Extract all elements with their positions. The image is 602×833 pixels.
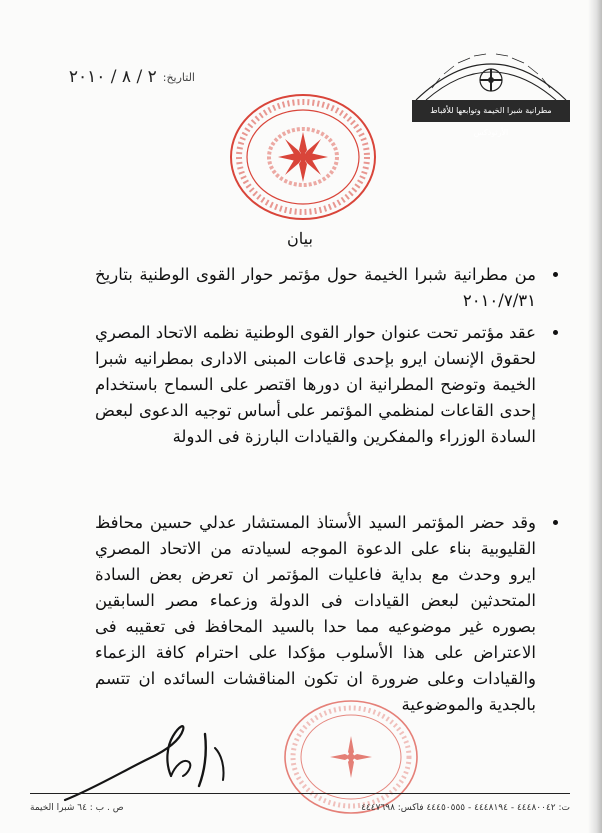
footer-po-box: ص . ب : ٦٤ شبرا الخيمة <box>30 803 124 813</box>
footer-divider <box>30 793 570 794</box>
church-seal-top <box>228 92 378 222</box>
paragraph-3-text: وقد حضر المؤتمر السيد الأستاذ المستشار عدلي حسين محافظ القليوبية بناء على الدعوة الموجه لسيادته من الاتحاد المصري ايرو وحدث مع بداية فاعليات المؤتمر ان تعرض بعض السادة المتحدثين لبعض القيادات فى الدولة وزعماء مصر السابقين بصوره غير موضوعيه مما حدا بالسيد المحافظ فى تعقيبه فى الاعتراض على هذا الأسلوب مؤكدا على احترام كافة الزعماء والقيادات وعلى ضرورة ان تكون المناقشات السائده ان تتسم بالجدية والموضوعية <box>95 513 536 714</box>
bullet-dot <box>553 330 558 335</box>
paragraph-1 <box>95 262 550 314</box>
handwritten-signature <box>55 718 245 808</box>
bullet-dot <box>553 272 558 277</box>
paragraph-1-text: من مطرانية شبرا الخيمة حول مؤتمر حوار القوى الوطنية بتاريخ ٢٠١٠/٧/٣١ <box>95 265 536 310</box>
logo-banner-text: مطرانية شبرا الخيمة وتوابعها للأقباط الأرثوذكس <box>412 100 570 122</box>
date-row <box>55 66 195 88</box>
letterhead-logo <box>412 40 570 137</box>
letter-footer <box>30 796 570 820</box>
bullet-dot <box>553 520 558 525</box>
paragraph-2 <box>95 320 550 450</box>
logo-emblem <box>412 40 570 102</box>
paragraph-3 <box>95 510 550 718</box>
date-value: ٢ / ٨ / ٢٠١٠ <box>68 67 157 87</box>
scan-edge-shadow <box>588 0 602 833</box>
date-label: التاريخ: <box>162 70 195 84</box>
footer-phones: ت: ٤٤٤٨٠٠٤٢ - ٤٤٤٨١٩٤ - ٤٤٤٥٠٥٥٥ فاكس: ٤٤٤٧٦٩٨ <box>361 803 570 813</box>
paragraph-2-text: عقد مؤتمر تحت عنوان حوار القوى الوطنية نظمه الاتحاد المصري لحقوق الإنسان ايرو بإحدى قاعات المبنى الادارى بمطرانيه شبرا الخيمة وتوضح المطرانية ان دورها اقتصر على السماح باستخدام إحدى القاعات لمنظمي المؤتمر على أساس توجيه الدعوى لبعض السادة الوزراء والمفكرين والقيادات البارزة فى الدولة <box>95 323 536 446</box>
document-body <box>95 262 550 718</box>
document-title: بيان <box>287 229 313 248</box>
